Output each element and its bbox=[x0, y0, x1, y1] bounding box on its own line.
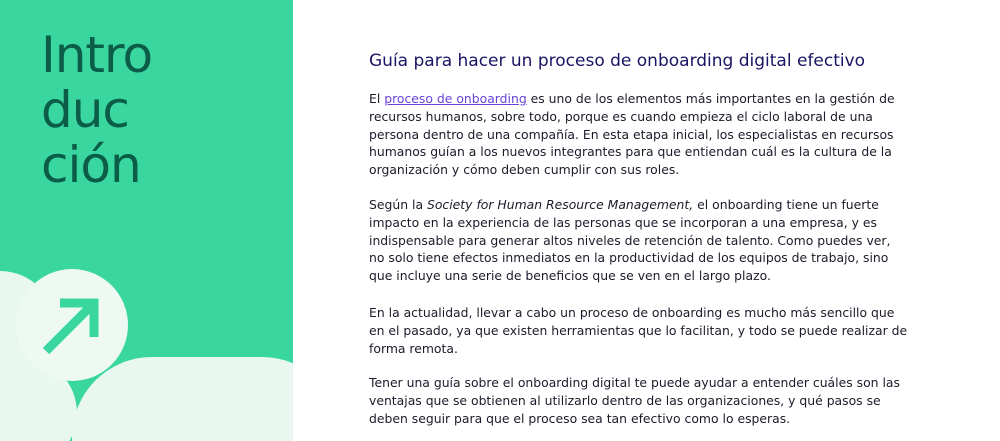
paragraph-1 bbox=[369, 90, 909, 179]
intro-heading-line-2: duc bbox=[41, 81, 129, 139]
paragraph-1-prefix: El bbox=[369, 91, 385, 106]
paragraph-4: Tener una guía sobre el onboarding digital te puede ayudar a entender cuáles son las ventajas que se obtienen al utilizarlo dentro de las organizaciones, y qué pasos se deben seguir para que el proceso sea tan efectivo como lo esperas. bbox=[369, 375, 900, 426]
paragraph-1-text: es uno de los elementos más importantes en la gestión de recursos humanos, sobre todo, porque es cuando empieza el ciclo laboral de una persona dentro de una compañía. En esta etapa inicial, los especialistas en recursos humanos guían a los nuevos integrantes para que entiendan cuál es la cultura de la organización y cómo deben cumplir con sus roles. bbox=[369, 91, 895, 178]
paragraph-2-prefix: Según la bbox=[369, 197, 427, 212]
paragraph-2-text: el onboarding tiene un fuerte impacto en la experiencia de las personas que se incorporan a una empresa, y es indispensable para generar altos niveles de retención de talento. Como puedes ver, no solo tiene efectos inmediatos en la productividad de los equipos de trabajo, sino que incluye una serie de beneficios que se ven en el largo plazo. bbox=[369, 197, 891, 284]
intro-heading-line-1: Intro bbox=[41, 26, 153, 84]
paragraph-3: En la actualidad, llevar a cabo un proceso de onboarding es mucho más sencillo que en el pasado, ya que existen herramientas que lo facilitan, y todo se puede realizar de forma remota. bbox=[369, 305, 908, 356]
intro-panel bbox=[0, 0, 293, 441]
paragraph-2 bbox=[369, 196, 909, 285]
arrow-up-right-icon bbox=[36, 289, 108, 361]
article-title: Guía para hacer un proceso de onboarding digital efectivo bbox=[369, 51, 866, 71]
intro-heading bbox=[41, 28, 152, 193]
onboarding-process-link[interactable]: proceso de onboarding bbox=[384, 91, 527, 106]
shrm-emphasis: Society for Human Resource Management, bbox=[426, 197, 694, 212]
intro-heading-line-3: ción bbox=[41, 136, 141, 194]
